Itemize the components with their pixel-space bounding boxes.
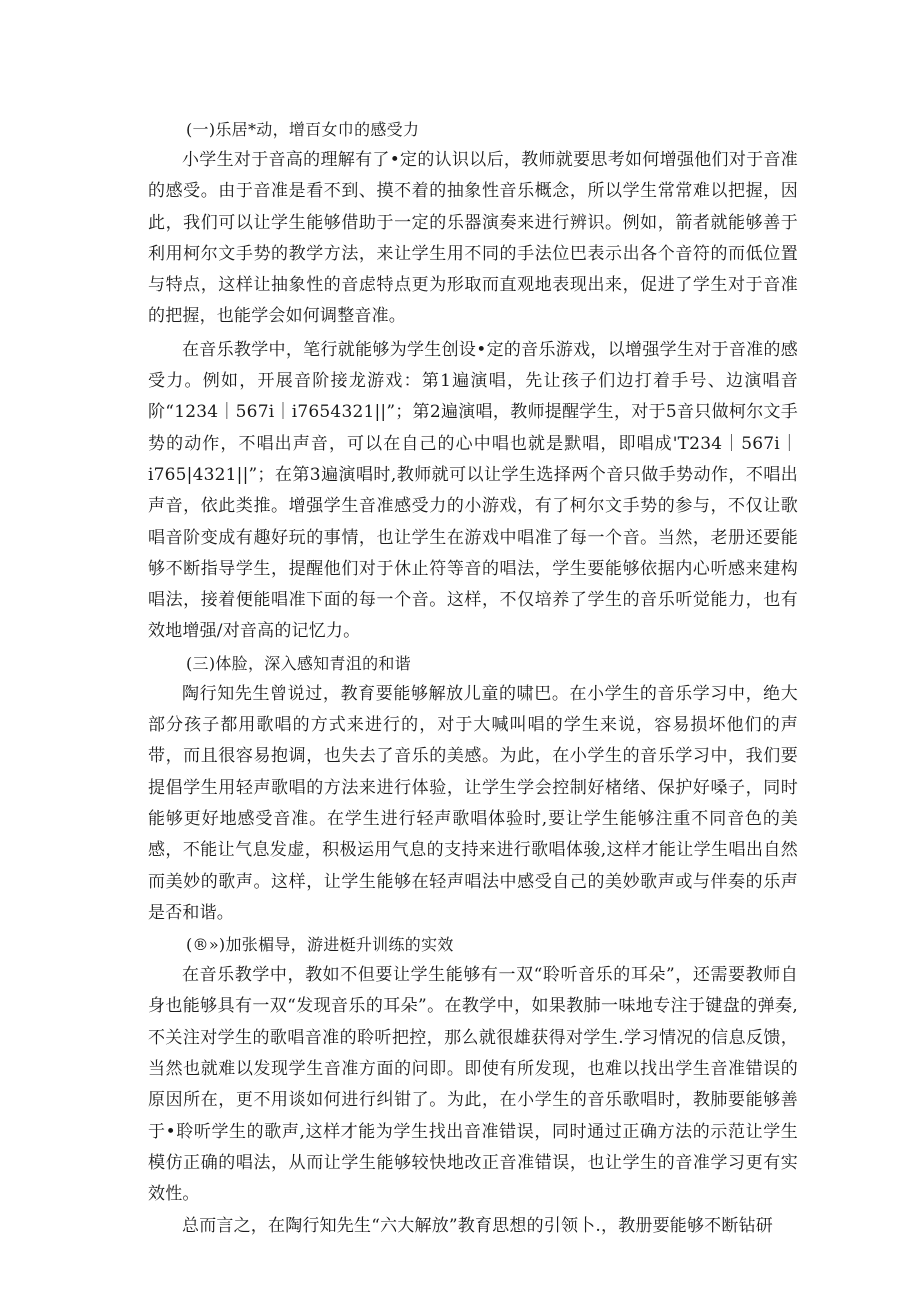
paragraph-text: 在音乐教学中，笔行就能够为学生创设•定的音乐游戏，以增强学生对于音准的感受力。例如，开展音阶接龙游戏：第1遍演唱，先让孩子们边打着手号、边演唱音阶“1234｜567i｜i7654321||”；第2遍演唱，教师提醒学生，对于5音只做柯尔文手势的动作，不唱出声音，可以在自己的心中唱也就是默唱，即唱成'T234｜567i｜i765|4321||”；在第3遍演唱时,教师就可以让学生选择两个音只做手势动作，不唱出声音，依此类推。增强学生音准感受力的小游戏，有了柯尔文手势的参与，不仅让歌唱音阶变成有趣好玩的事情，也让学生在游戏中唱准了每一个音。当然，老册还要能够不断指导学生，提醒他们对于休止符等音的唱法，学生要能够依据内心听感来建构唱法，接着便能唱准下面的每一个音。这样，不仅培养了学生的音乐听觉能力，也有效地增强/对音高的记忆力。 <box>148 339 798 642</box>
section-heading-2: (三)体脸，深入感知青沮的和谐 <box>186 653 411 673</box>
paragraph-text: 小学生对于音高的理解有了•定的认识以后，教师就要思考如何增强他们对于音准的感受。由于音准是看不到、摸不着的抽象性音乐概念，所以学生常常难以把握，因此，我们可以让学生能够借助于一定的乐器演奏来进行辨识。例如，箭者就能够善于利用柯尔文手势的教学方法，来让学生用不同的手法位巴表示出各个音符的而低位置与特点，这样让抽象性的音虑特点更为形取而直观地表现出来，促进了学生对于音准的把握，也能学会如何调整音准。 <box>148 150 798 327</box>
document-body <box>148 114 798 1242</box>
paragraph <box>148 679 798 929</box>
paragraph-text: 总而言之，在陶行知先生“六大解放”教育思想的引领卜.，教册要能够不断钻研 <box>182 1215 773 1236</box>
section-heading-1: (一)乐居*动，增百女巾的感受力 <box>186 120 420 139</box>
paragraph <box>148 1211 798 1242</box>
paragraph-text: 陶行知先生曾说过，教育要能够解放儿童的啸巴。在小学生的音乐学习中，绝大部分孩子都用歌唱的方式来进行的，对于大喊叫唱的学生来说，容易损坏他们的声带，而且很容易抱调，也失去了音乐的美感。为此，在小学生的音乐学习中，我们要提倡学生用轻声歌唱的方法来进行体验，让学生学会控制好楮绪、保护好嗓子，同时能够更好地感受音准。在学生进行轻声歌唱体验时,要让学生能够注重不同音色的美感，不能让气息发虚，积极运用气息的支持来进行歌唱体骏,这样才能让学生唱出自然而美妙的歌声。这样，让学生能够在轻声唱法中感受自己的美妙歌声或与伴奏的乐声是否和谐。 <box>148 683 798 923</box>
paragraph <box>148 145 798 333</box>
paragraph <box>148 960 798 1210</box>
section-heading-3: (®»)加张楣导，游进梃升训练的实效 <box>186 935 454 955</box>
paragraph-text: 在音乐教学中，教如不但要让学生能够有一双“聆听音乐的耳朵”，还需要教师自身也能够具有一双“发现音乐的耳朵”。在教学中，如果教肺一味地专注于键盘的弹奏,不关注对学生的歌唱音准的聆听把控，那么就很雄获得对学生.学习情况的信息反馈，当然也就难以发现学生音准方面的问即。即使有所发现，也难以找出学生音准错误的原因所在，更不用谈如何进行纠钳了。为此，在小学生的音乐歌唱时，教肺要能够善于•聆听学生的歌声,这样才能为学生找出音准错误，同时通过正确方法的示范让学生模仿正确的唱法，从而让学生能够较快地改正音准错误，也让学生的音准学习更有实效性。 <box>148 965 798 1205</box>
paragraph <box>148 335 798 648</box>
